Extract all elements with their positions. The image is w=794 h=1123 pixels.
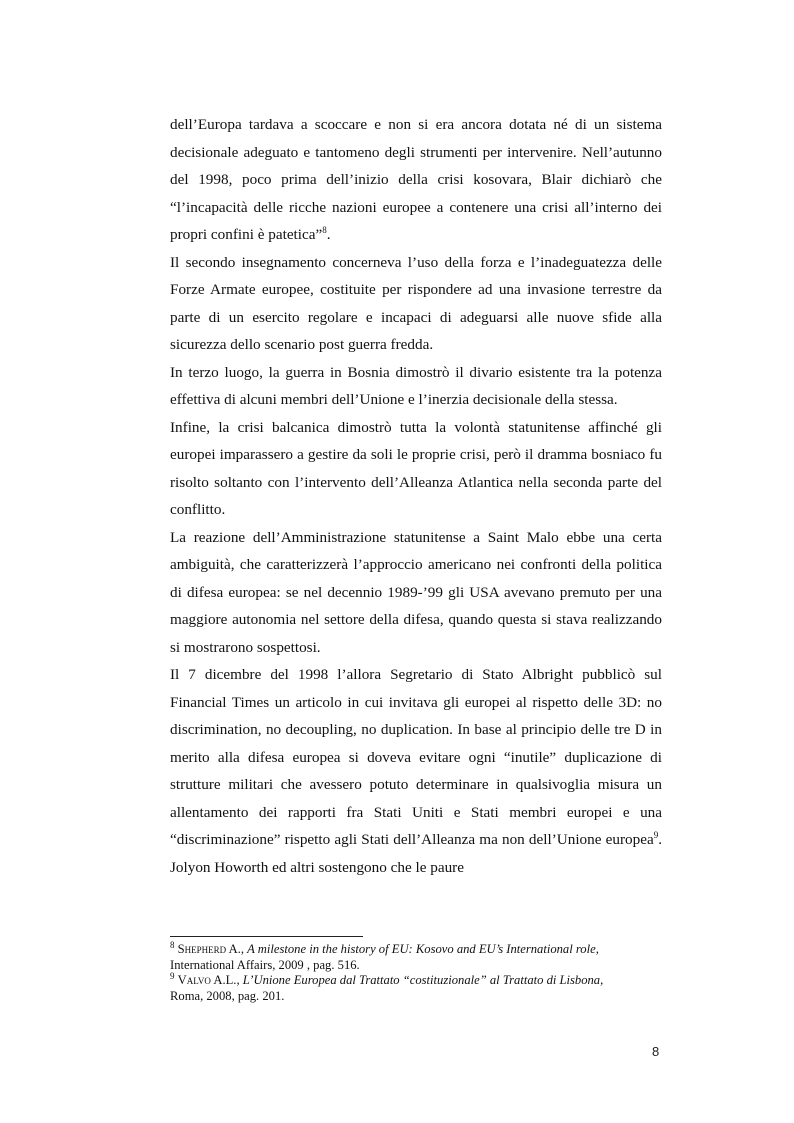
paragraph-text: . Jolyon Howorth ed altri sostengono che le paure [170,831,662,876]
footnote-title: L’Unione Europea dal Trattato “costituzionale” al Trattato di Lisbona, [242,973,604,987]
paragraph: In terzo luogo, la guerra in Bosnia dimostrò il divario esistente tra la potenza effettiva di alcuni membri dell’Unione e l’inerzia decisionale della stessa. [170,363,662,408]
footnote-number: 9 [170,970,175,981]
footnote-reference: 9 [653,829,659,840]
footnote-number: 8 [170,939,175,950]
paragraph: Infine, la crisi balcanica dimostrò tutta la volontà statunitense affinché gli europei imparassero a gestire da soli le proprie crisi, però il dramma bosniaco fu risolto soltanto con l’intervento dell’Alleanza Atlantica nella seconda parte del conflitto. [170,418,662,518]
footnote-title: A milestone in the history of EU: Kosovo and EU’s International role, [247,942,599,956]
footnote [170,939,662,973]
footnotes [170,939,662,1004]
paragraph [170,661,662,881]
page-number: 8 [652,1044,660,1059]
paragraph-text: dell’Europa tardava a scoccare e non si era ancora dotata né di un sistema decisionale adeguato e tantomeno degli strumenti per intervenire. Nell’autunno del 1998, poco prima dell’inizio della crisi kosovara, Blair dichiarò che “l’incapacità delle ricche nazioni europee a contenere una crisi all’interno dei propri confini è patetica” [170,116,662,243]
footnote-source: Roma, 2008, pag. 201. [170,988,285,1003]
footnote-author: Shepherd [177,942,227,956]
paragraph-text: . [326,226,331,243]
footnote-source: International Affairs, 2009 , pag. 516. [170,957,360,972]
body-text [170,111,662,881]
footnote-author-initials: A., [226,942,248,956]
footnote-separator [170,936,363,937]
footnote-author-initials: A.L., [210,973,243,987]
footnote [170,970,662,1004]
paragraph: La reazione dell’Amministrazione statunitense a Saint Malo ebbe una certa ambiguità, che caratterizzerà l’approccio americano nei confronti della politica di difesa europea: se nel decennio 1989-’99 gli USA avevano premuto per una maggiore autonomia nel settore della difesa, quando questa si stava realizzando si mostrarono sospettosi. [170,528,662,656]
footnote-reference: 8 [322,224,327,235]
footnote-author: Valvo [177,973,211,987]
paragraph-text: Il 7 dicembre del 1998 l’allora Segretario di Stato Albright pubblicò sul Financial Times un articolo in cui invitava gli europei al rispetto delle 3D: no discrimination, no decoupling, no duplication. In base al principio delle tre D in merito alla difesa europea si doveva evitare ogni “inutile” duplicazione di strutture militari che avessero potuto determinare in qualsivoglia misura un allentamento dei rapporti fra Stati Uniti e Stati membri europei e una “discriminazione” rispetto agli Stati dell’Alleanza ma non dell’Unione europea [170,666,662,848]
paragraph: Il secondo insegnamento concerneva l’uso della forza e l’inadeguatezza delle Forze Armate europee, costituite per rispondere ad una invasione terrestre da parte di un esercito regolare e incapaci di adeguarsi alle nuove sfide alla sicurezza dello scenario post guerra fredda. [170,253,662,353]
paragraph [170,111,662,249]
